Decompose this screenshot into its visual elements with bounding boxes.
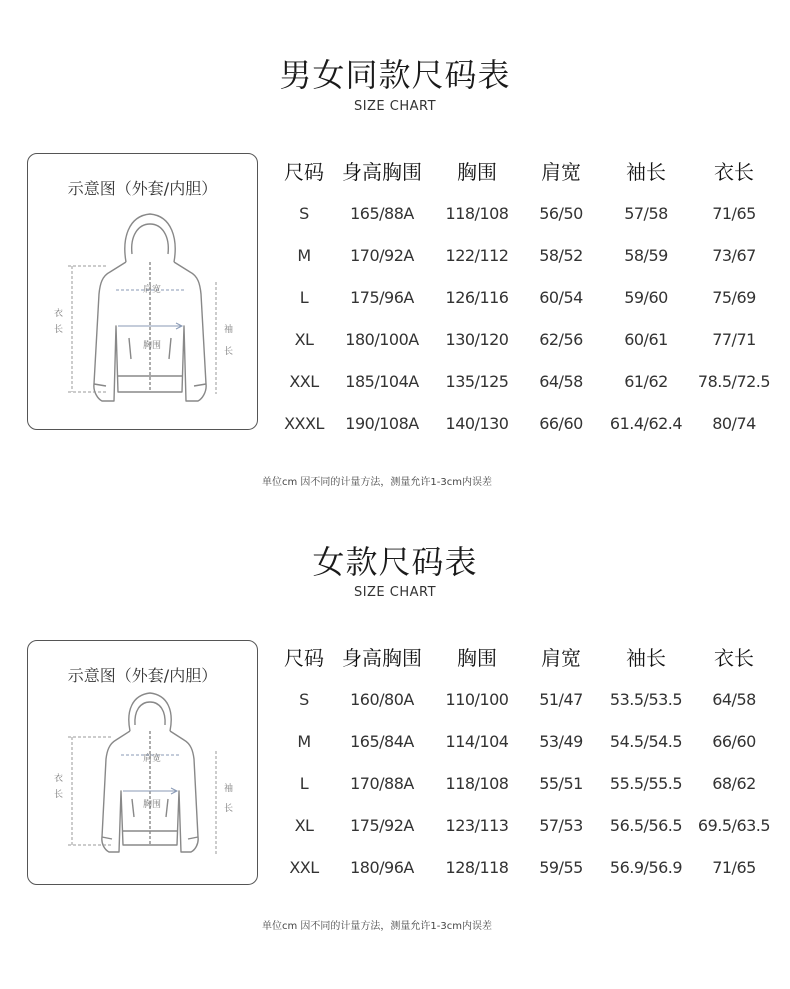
cell-length: 64/58: [712, 689, 756, 709]
header-height-chest: 身高胸围: [342, 645, 422, 670]
length-label-2: 长: [54, 325, 64, 335]
cell-chest: 118/108: [445, 203, 509, 223]
measurement-note: 单位cm 因不同的计量方法，测量允许1-3cm内误差: [262, 921, 492, 932]
sleeve-label-2: 长: [224, 804, 234, 814]
cell-length: 71/65: [712, 857, 756, 877]
cell-length: 66/60: [712, 731, 756, 751]
header-chest: 胸围: [457, 645, 497, 670]
cell-height-chest: 180/100A: [345, 329, 419, 349]
section-title: 男女同款尺码表: [279, 56, 511, 94]
jacket-diagram: [27, 153, 258, 430]
cell-chest: 110/100: [445, 689, 509, 709]
section-title: 女款尺码表: [312, 543, 478, 581]
table-row: [278, 276, 778, 318]
cell-height-chest: 185/104A: [345, 371, 419, 391]
table-row: [278, 234, 778, 276]
cell-sleeve: 58/59: [624, 245, 668, 265]
table-row: [278, 678, 778, 720]
header-length: 衣长: [714, 159, 754, 184]
header-shoulder: 肩宽: [541, 159, 581, 184]
sleeve-label-2: 长: [224, 347, 234, 357]
cell-chest: 123/113: [445, 815, 509, 835]
diagram-title: 示意图（外套/内胆）: [67, 179, 218, 198]
cell-size: M: [297, 245, 311, 265]
cell-length: 73/67: [712, 245, 756, 265]
cell-height-chest: 175/92A: [350, 815, 414, 835]
cell-chest: 122/112: [445, 245, 509, 265]
cell-height-chest: 180/96A: [350, 857, 414, 877]
header-length: 衣长: [714, 645, 754, 670]
header-sleeve: 袖长: [626, 645, 666, 670]
cell-chest: 118/108: [445, 773, 509, 793]
cell-sleeve: 59/60: [624, 287, 668, 307]
cell-shoulder: 60/54: [539, 287, 583, 307]
cell-sleeve: 61.4/62.4: [609, 413, 683, 433]
cell-shoulder: 62/56: [539, 329, 583, 349]
cell-height-chest: 175/96A: [350, 287, 414, 307]
cell-size: L: [299, 287, 309, 307]
table-row: [278, 804, 778, 846]
header-height-chest: 身高胸围: [342, 159, 422, 184]
length-label-1: 衣: [54, 309, 64, 319]
chest-label: 胸围: [143, 341, 162, 351]
cell-length: 69.5/63.5: [697, 815, 771, 835]
cell-shoulder: 66/60: [539, 413, 583, 433]
cell-size: L: [299, 773, 309, 793]
table-row: [278, 846, 778, 888]
jacket-icon: [28, 641, 259, 886]
shoulder-label: 肩宽: [143, 285, 162, 295]
table-row: [278, 318, 778, 360]
cell-size: XXXL: [284, 413, 324, 433]
cell-chest: 135/125: [445, 371, 509, 391]
chest-label: 胸围: [143, 800, 162, 810]
cell-sleeve: 56.9/56.9: [609, 857, 683, 877]
cell-sleeve: 54.5/54.5: [609, 731, 683, 751]
header-shoulder: 肩宽: [541, 645, 581, 670]
cell-sleeve: 53.5/53.5: [609, 689, 683, 709]
cell-shoulder: 56/50: [539, 203, 583, 223]
cell-chest: 128/118: [445, 857, 509, 877]
cell-length: 71/65: [712, 203, 756, 223]
cell-chest: 130/120: [445, 329, 509, 349]
cell-shoulder: 55/51: [539, 773, 583, 793]
cell-size: M: [297, 731, 311, 751]
table-header-row: [278, 148, 778, 192]
length-label-1: 衣: [54, 774, 64, 784]
cell-shoulder: 51/47: [539, 689, 583, 709]
length-label-2: 长: [54, 790, 64, 800]
cell-size: S: [299, 689, 309, 709]
cell-height-chest: 160/80A: [350, 689, 414, 709]
cell-shoulder: 59/55: [539, 857, 583, 877]
header-size: 尺码: [284, 159, 324, 184]
cell-chest: 140/130: [445, 413, 509, 433]
cell-height-chest: 165/84A: [350, 731, 414, 751]
header-sleeve: 袖长: [626, 159, 666, 184]
diagram-title: 示意图（外套/内胆）: [67, 666, 218, 685]
cell-sleeve: 55.5/55.5: [609, 773, 683, 793]
cell-length: 80/74: [712, 413, 756, 433]
cell-shoulder: 64/58: [539, 371, 583, 391]
jacket-icon: [28, 154, 259, 431]
table-header-row: [278, 634, 778, 678]
cell-size: S: [299, 203, 309, 223]
table-row: [278, 402, 778, 444]
jacket-diagram: [27, 640, 258, 885]
shoulder-label: 肩宽: [143, 754, 162, 764]
cell-shoulder: 58/52: [539, 245, 583, 265]
cell-shoulder: 53/49: [539, 731, 583, 751]
cell-length: 77/71: [712, 329, 756, 349]
cell-sleeve: 56.5/56.5: [609, 815, 683, 835]
sleeve-label-1: 袖: [224, 325, 234, 335]
table-row: [278, 762, 778, 804]
cell-sleeve: 61/62: [624, 371, 668, 391]
cell-sleeve: 57/58: [624, 203, 668, 223]
cell-chest: 114/104: [445, 731, 509, 751]
sleeve-label-1: 袖: [224, 784, 234, 794]
cell-length: 78.5/72.5: [697, 371, 771, 391]
cell-chest: 126/116: [445, 287, 509, 307]
header-size: 尺码: [284, 645, 324, 670]
size-table-unisex: [278, 148, 778, 444]
cell-height-chest: 170/92A: [350, 245, 414, 265]
cell-shoulder: 57/53: [539, 815, 583, 835]
section-subtitle: SIZE CHART: [353, 585, 437, 600]
cell-size: XL: [294, 815, 314, 835]
cell-sleeve: 60/61: [624, 329, 668, 349]
cell-height-chest: 170/88A: [350, 773, 414, 793]
cell-size: XXL: [289, 371, 319, 391]
header-chest: 胸围: [457, 159, 497, 184]
table-row: [278, 192, 778, 234]
cell-height-chest: 190/108A: [345, 413, 419, 433]
table-row: [278, 720, 778, 762]
size-table-women: [278, 634, 778, 888]
cell-length: 68/62: [712, 773, 756, 793]
cell-size: XL: [294, 329, 314, 349]
cell-length: 75/69: [712, 287, 756, 307]
measurement-note: 单位cm 因不同的计量方法，测量允许1-3cm内误差: [262, 477, 492, 488]
cell-height-chest: 165/88A: [350, 203, 414, 223]
section-subtitle: SIZE CHART: [353, 99, 437, 114]
cell-size: XXL: [289, 857, 319, 877]
table-row: [278, 360, 778, 402]
